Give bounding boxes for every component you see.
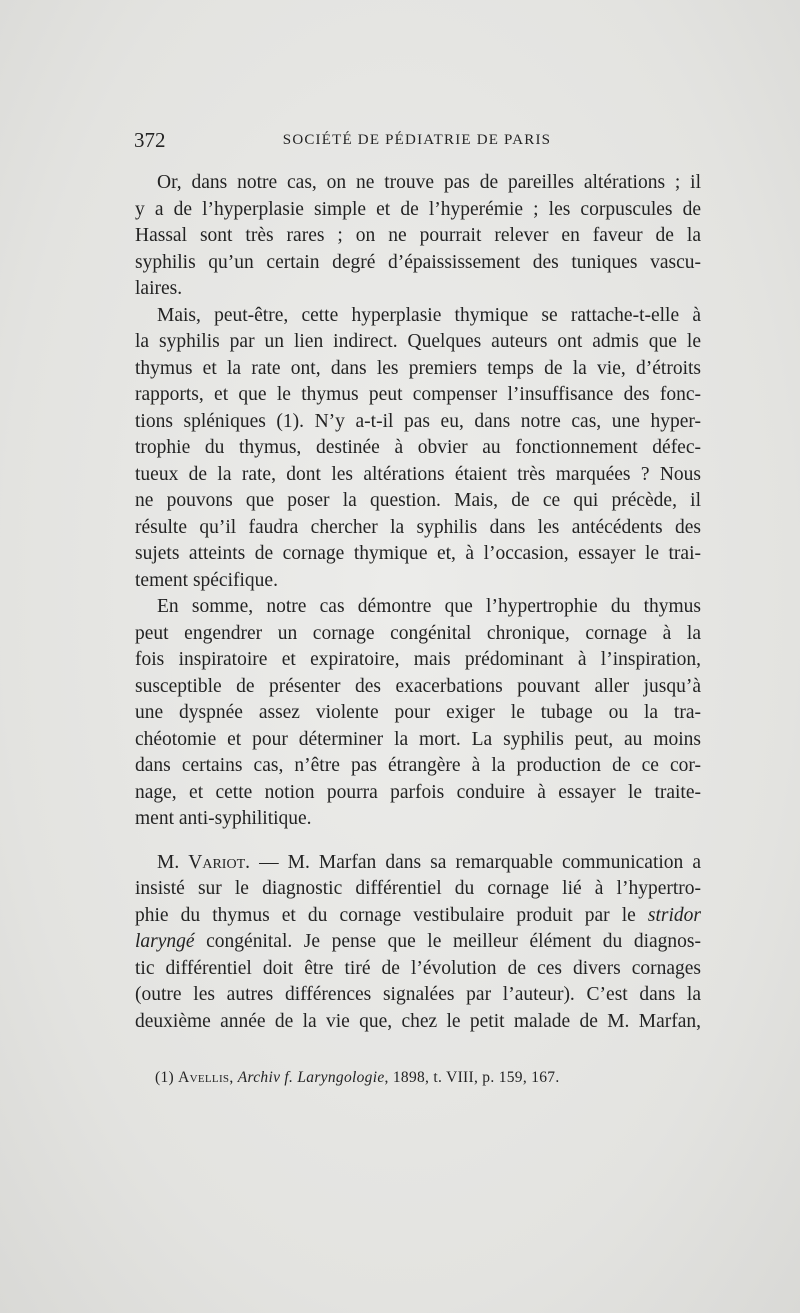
running-title: SOCIÉTÉ DE PÉDIATRIE DE PARIS: [282, 132, 552, 148]
text-line: ne pouvons que poser la question. Mais, de ce qui précède, il: [135, 490, 701, 511]
footnote-separator: ,: [229, 1069, 238, 1086]
text-line: sujets atteints de cornage thymique et, à l’occasion, essayer le trai-: [135, 543, 701, 564]
footnote-author: Avellis: [178, 1069, 230, 1086]
text-line: nage, et cette notion pourra parfois conduire à essayer le traite-: [135, 781, 701, 803]
text-line: [135, 850, 701, 877]
text-line: dans certains cas, n’être pas étrangère à la production de ce cor-: [135, 755, 701, 776]
paragraph-gap: [135, 833, 701, 850]
text-line: susceptible de présenter des exacerbations pouvant aller jusqu’à: [135, 675, 701, 697]
text-segment: M.: [157, 851, 189, 873]
text-line: y a de l’hyperplasie simple et de l’hyperémie ; les corpuscules de: [135, 198, 701, 220]
running-head: [134, 128, 700, 154]
footnote-journal: Archiv f. Laryngologie: [237, 1069, 385, 1086]
text-line: ment anti-syphilitique.: [135, 808, 312, 829]
paragraph: [135, 594, 701, 833]
text-line: trophie du thymus, destinée à obvier au fonctionnement défec-: [135, 437, 701, 458]
paragraph: [135, 170, 701, 303]
text-line: [135, 929, 701, 956]
text-line: En somme, notre cas démontre que l’hypertrophie du thymus: [157, 596, 701, 617]
text-line: tement spécifique.: [135, 569, 278, 591]
text-line: une dyspnée assez violente pour exiger le tubage ou la tra-: [135, 702, 701, 723]
text-line: thymus et la rate ont, dans les premiers temps de la vie, d’étroits: [135, 357, 701, 379]
text-line: résulte qu’il faudra chercher la syphilis dans les antécédents des: [135, 516, 701, 538]
text-line: fois inspiratoire et expiratoire, mais prédominant à l’inspiration,: [135, 649, 701, 670]
text-line: tic différentiel doit être tiré de l’évolution de ces divers cornages: [135, 957, 701, 979]
text-line: (outre les autres différences signalées par l’auteur). C’est dans la: [135, 984, 701, 1005]
italic-text: laryngé: [135, 931, 195, 952]
text-line: chéotomie et pour déterminer la mort. La syphilis peut, au moins: [135, 728, 701, 750]
paragraph: [135, 303, 701, 595]
footnote-reference: , 1898, t. VIII, p. 159, 167.: [384, 1069, 560, 1086]
text-line: Mais, peut-être, cette hyperplasie thymique se rattache-t-elle à: [157, 304, 701, 326]
text-line: tions spléniques (1). N’y a-t-il pas eu, dans notre cas, une hyper-: [135, 410, 701, 432]
text-line: syphilis qu’un certain degré d’épaississement des tuniques vascu-: [135, 251, 701, 273]
footnote-marker: (1): [155, 1069, 179, 1086]
text-segment: phie du thymus et du cornage vestibulaire produit par le: [135, 904, 648, 926]
text-segment: . — M. Marfan dans sa remarquable communication a: [245, 851, 701, 873]
text-segment: congénital. Je pense que le meilleur élément du diagnos-: [194, 931, 701, 952]
text-line: tueux de la rate, dont les altérations étaient très marquées ? Nous: [135, 463, 701, 485]
text-line: [135, 903, 701, 930]
text-line: insisté sur le diagnostic différentiel du cornage lié à l’hypertro-: [135, 878, 701, 899]
paragraph: [135, 850, 701, 1036]
footnote: [155, 1069, 560, 1087]
text-line: deuxième année de la vie que, chez le petit malade de M. Marfan,: [135, 1010, 701, 1032]
text-line: Or, dans notre cas, on ne trouve pas de pareilles altérations ; il: [157, 172, 701, 193]
text-line: Hassal sont très rares ; on ne pourrait relever en faveur de la: [135, 225, 701, 246]
text-line: la syphilis par un lien indirect. Quelques auteurs ont admis que le: [135, 331, 701, 352]
text-line: laires.: [135, 278, 183, 299]
italic-text: stridor: [647, 904, 701, 926]
speaker-name: Variot: [188, 851, 246, 873]
page-number: 372: [134, 128, 166, 152]
text-line: rapports, et que le thymus peut compenser l’insuffisance des fonc-: [135, 384, 701, 405]
text-line: peut engendrer un cornage congénital chronique, cornage à la: [135, 622, 701, 644]
body-text: [135, 170, 701, 1035]
